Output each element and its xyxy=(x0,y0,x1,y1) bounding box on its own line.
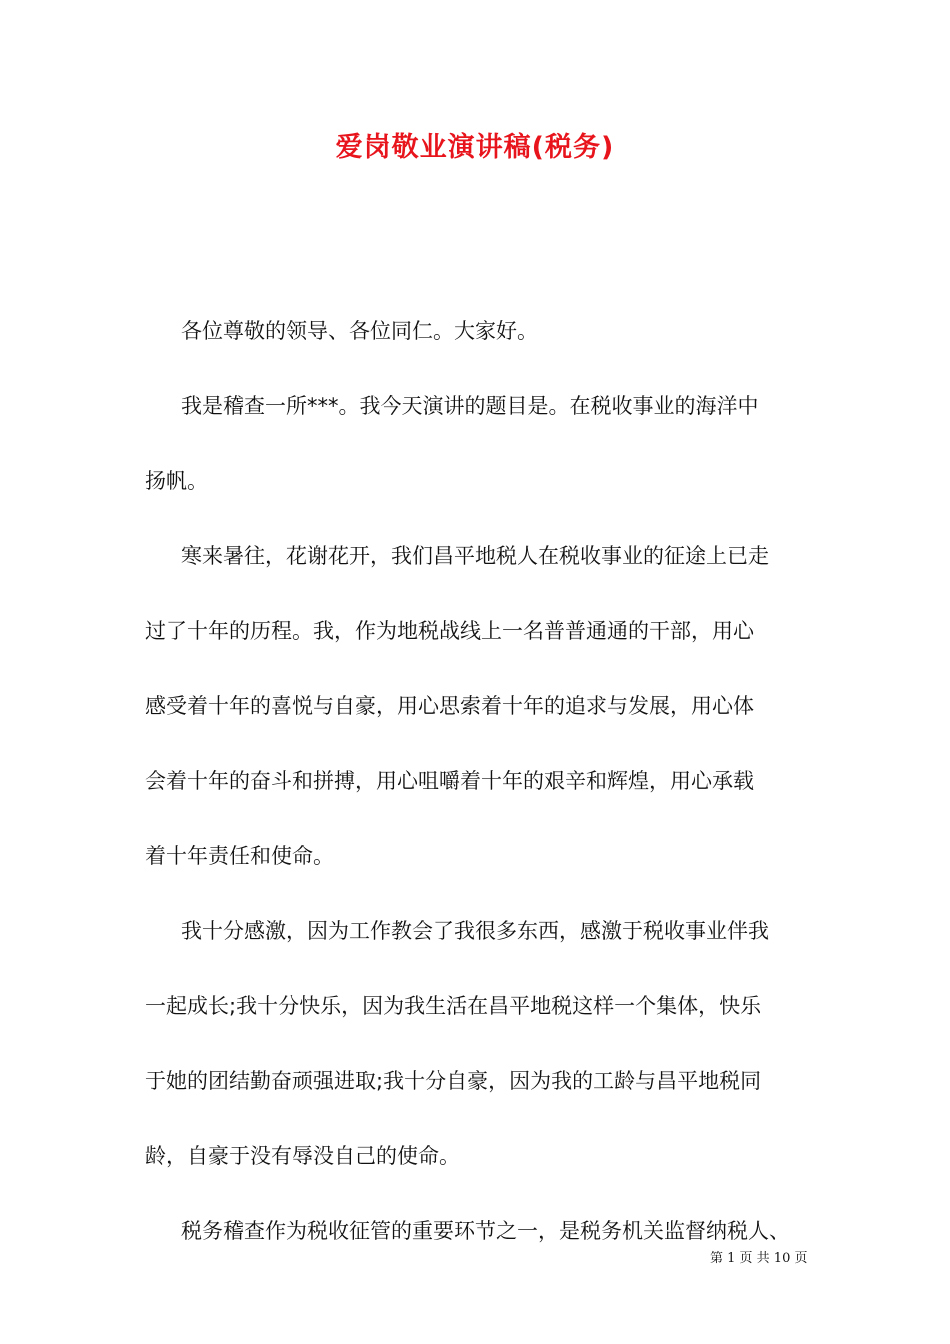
body-line: 会着十年的奋斗和拼搏，用心咀嚼着十年的艰辛和辉煌，用心承载 xyxy=(145,769,754,793)
page-footer: 第 1 页 共 10 页 xyxy=(710,1251,808,1266)
document-body xyxy=(145,313,810,1251)
document-title: 爱岗敬业演讲稿(税务) xyxy=(335,132,615,163)
body-line: 一起成长;我十分快乐，因为我生活在昌平地税这样一个集体，快乐 xyxy=(145,994,762,1018)
body-line: 寒来暑往，花谢花开，我们昌平地税人在税收事业的征途上已走 xyxy=(181,544,769,568)
body-line: 各位尊敬的领导、各位同仁。大家好。 xyxy=(181,319,538,343)
body-line: 于她的团结勤奋顽强进取;我十分自豪，因为我的工龄与昌平地税同 xyxy=(145,1069,762,1093)
body-line: 我是稽查一所***。我今天演讲的题目是。在税收事业的海洋中 xyxy=(181,394,759,418)
body-line: 着十年责任和使命。 xyxy=(145,844,334,868)
body-line: 过了十年的历程。我，作为地税战线上一名普普通通的干部，用心 xyxy=(145,619,754,643)
body-line: 龄，自豪于没有辱没自己的使命。 xyxy=(145,1144,460,1168)
body-line: 我十分感激，因为工作教会了我很多东西，感激于税收事业伴我 xyxy=(181,919,769,943)
body-line: 扬帆。 xyxy=(145,469,208,493)
body-line: 感受着十年的喜悦与自豪，用心思索着十年的追求与发展，用心体 xyxy=(145,694,754,718)
body-line: 税务稽查作为税收征管的重要环节之一，是税务机关监督纳税人、 xyxy=(181,1219,790,1243)
